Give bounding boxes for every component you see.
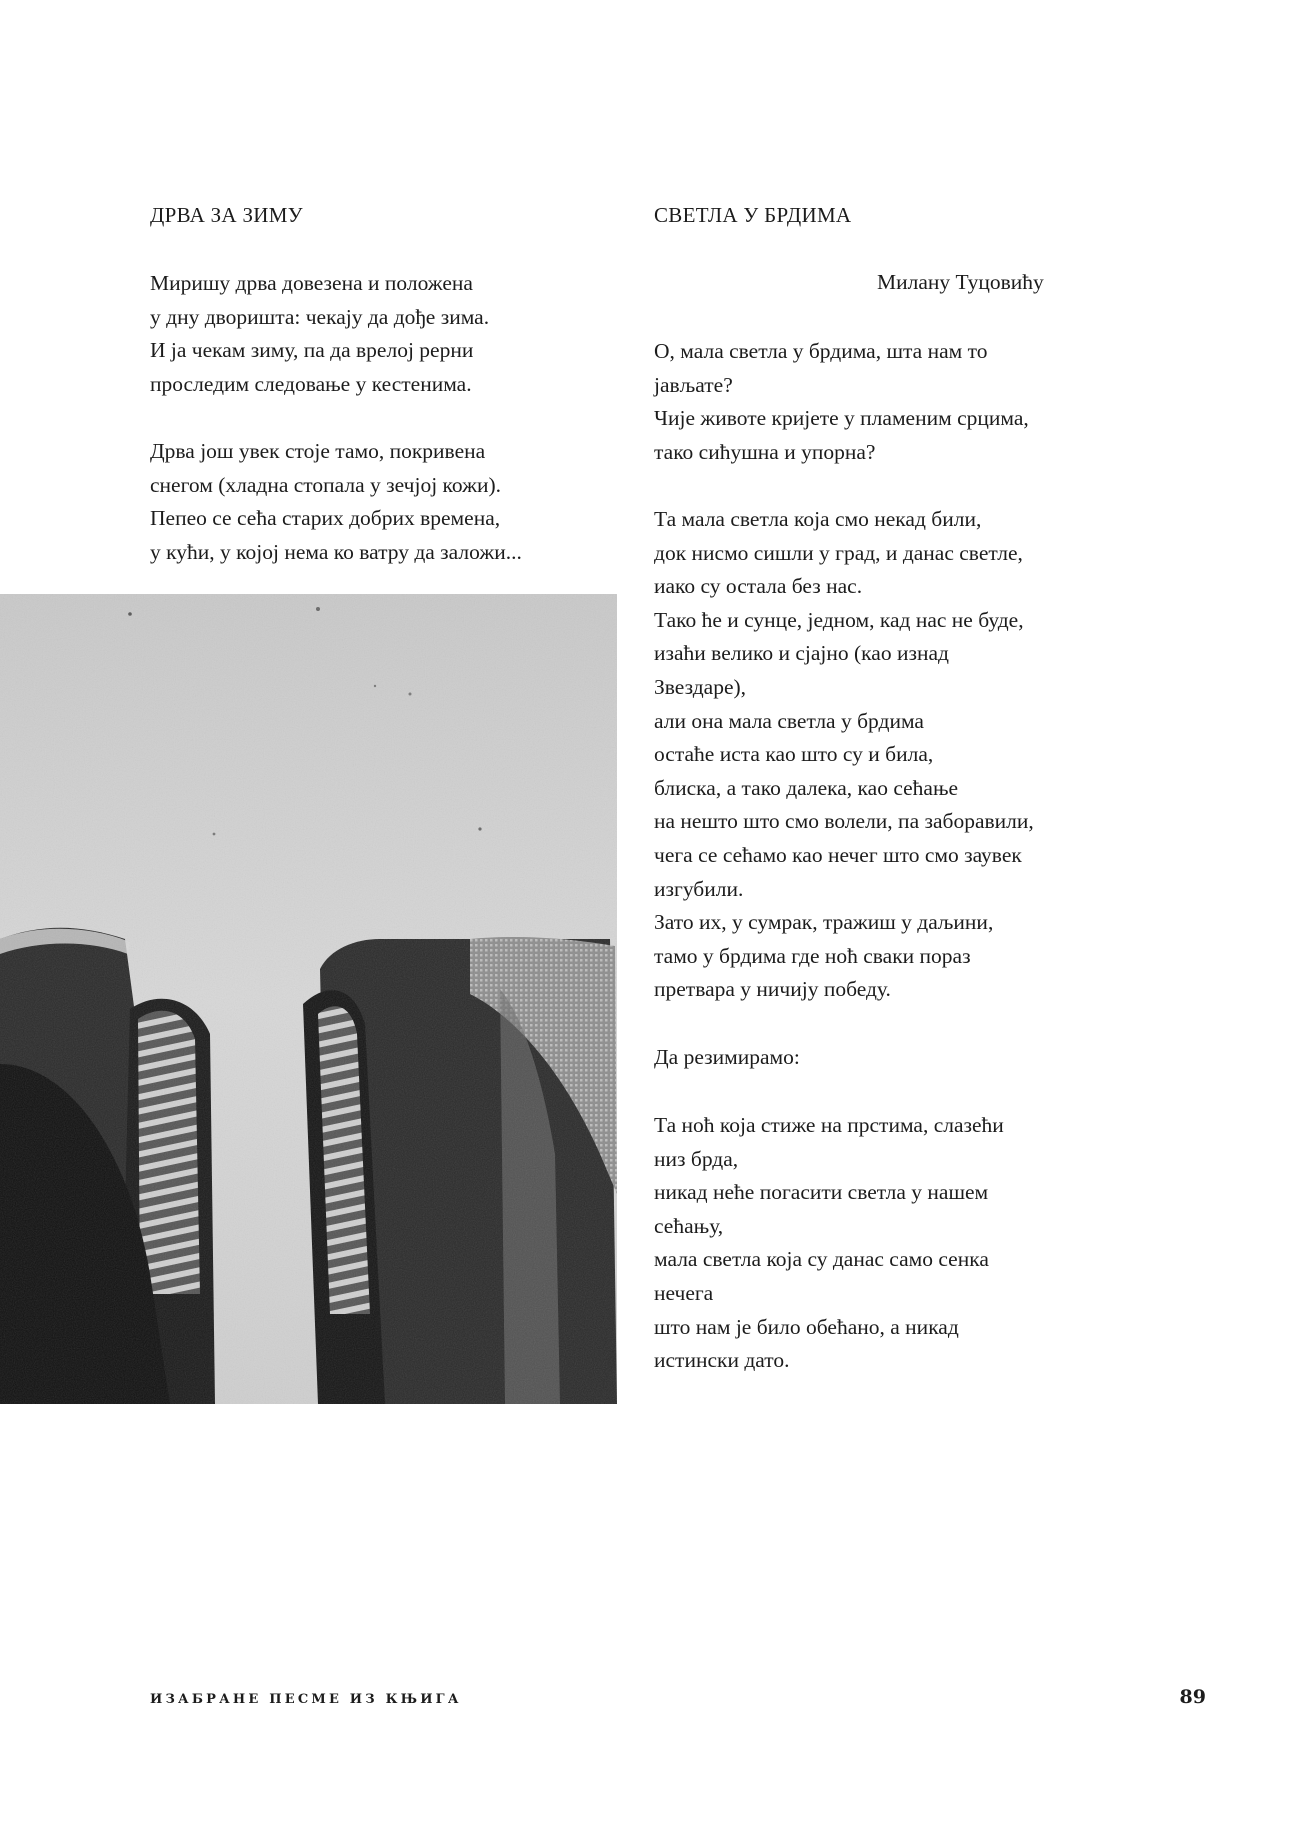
poem-line: сећању,	[654, 1213, 724, 1238]
dedication: Милану Туцовићу	[877, 270, 1044, 294]
poem-line: Та мала светла која смо некад били,	[654, 507, 982, 531]
poem-line: истински дато.	[654, 1348, 790, 1373]
left-poem-title: ДРВА ЗА ЗИМУ	[150, 203, 303, 227]
right-stanza-1	[654, 335, 1029, 469]
poem-line: Дрва још увек стоје тамо, покривена	[150, 439, 486, 463]
poem-line: изаћи велико и сјајно (као изнад	[654, 641, 949, 666]
poem-line: али она мала светла у брдима	[654, 708, 924, 733]
poem-line: Та ноћ која стиже на прстима, слазећи	[654, 1113, 1004, 1137]
poem-line: што нам је било обећано, а никад	[654, 1314, 959, 1339]
poem-line: блиска, а тако далека, као сећање	[654, 775, 959, 800]
left-stanza-1	[150, 267, 489, 401]
poem-line: док нисмо сишли у град, и данас светле,	[654, 540, 1023, 565]
left-stanza-2	[150, 435, 522, 569]
right-stanza-2	[654, 503, 1034, 1007]
poem-line: никад неће погасити светла у нашем	[654, 1180, 989, 1205]
poem-line: чега се сећамо као нечег што смо заувек	[654, 842, 1022, 867]
poem-line: мала светла која су данас само сенка	[654, 1247, 989, 1272]
poem-line: И ја чекам зиму, па да врелој рерни	[150, 338, 474, 363]
poem-line: Звездаре),	[654, 674, 747, 699]
poem-line: јављате?	[654, 372, 733, 397]
poem-line: изгубили.	[654, 876, 744, 901]
poem-line: Чије животе кријете у пламеним срцима,	[654, 406, 1029, 431]
right-poem-title: СВЕТЛА У БРДИМА	[654, 203, 852, 227]
poem-line: Да резимирамо:	[654, 1045, 800, 1069]
poem-line: на нешто што смо волели, па заборавили,	[654, 809, 1034, 834]
poem-line: Пепео се сећа старих добрих времена,	[150, 506, 501, 531]
poem-line: тако сићушна и упорна?	[654, 439, 876, 464]
page-number: 89	[1179, 1686, 1206, 1708]
poem-line: нечега	[654, 1280, 714, 1305]
poem-line: остаће иста као што су и била,	[654, 742, 934, 767]
poem-line: О, мала светла у брдима, шта нам то	[654, 339, 988, 363]
poem-line: проследим следовање у кестенима.	[150, 371, 472, 396]
poem-line: Миришу дрва довезена и положена	[150, 271, 473, 295]
poem-line: тамо у брдима где ноћ сваки пораз	[654, 943, 971, 968]
right-stanza-4	[654, 1109, 1004, 1378]
running-footer-title: ИЗАБРАНЕ ПЕСМЕ ИЗ КЊИГА	[150, 1692, 462, 1707]
poem-line: низ брда,	[654, 1146, 739, 1171]
poem-line: претвара у ничију победу.	[654, 977, 891, 1002]
poem-line: у дну дворишта: чекају да дође зима.	[150, 304, 490, 329]
poem-line: у кући, у којој нема ко ватру да заложи...	[150, 539, 522, 564]
poem-line: Зато их, у сумрак, тражиш у даљини,	[654, 910, 994, 935]
right-stanza-3	[654, 1041, 800, 1075]
black-and-white-photo	[0, 594, 617, 1404]
poem-line: Тако ће и сунце, једном, кад нас не буде,	[654, 607, 1024, 632]
poem-line: иако су остала без нас.	[654, 574, 863, 599]
poem-line: снегом (хладна стопала у зечјој кожи).	[150, 472, 502, 497]
